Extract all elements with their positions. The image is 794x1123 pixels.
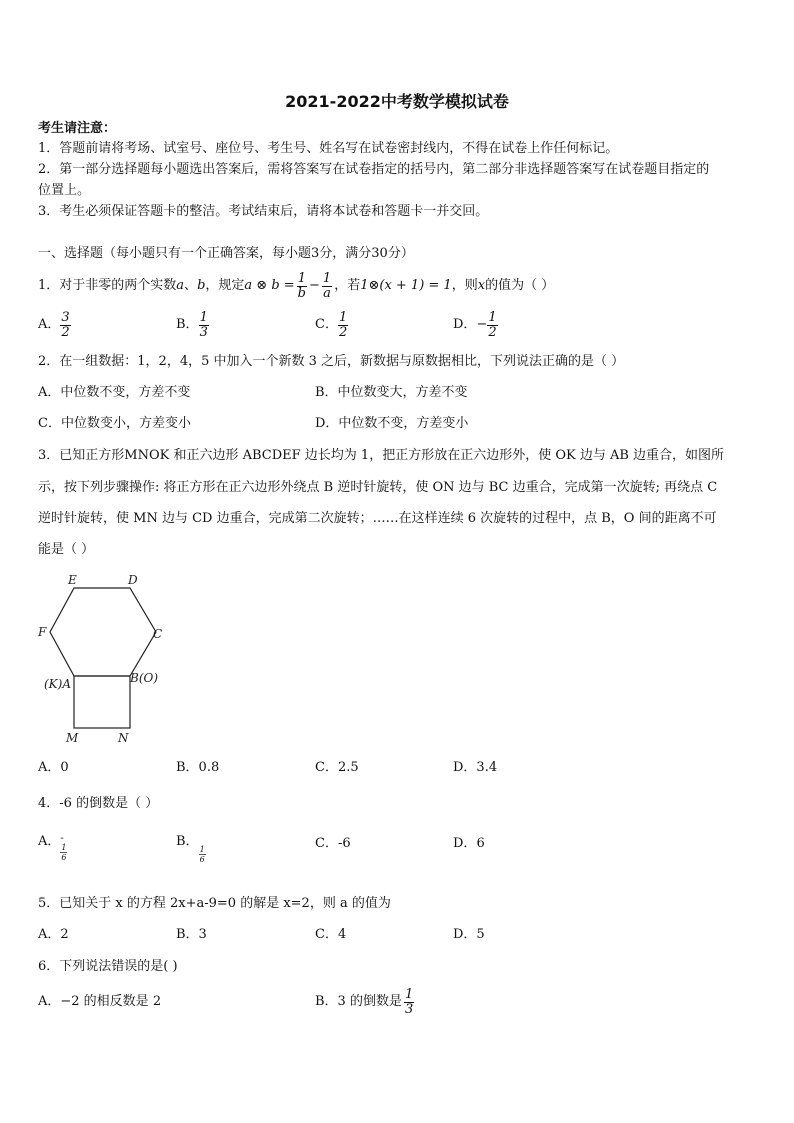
- q4-option-a-den: 6: [61, 853, 67, 862]
- label-n: N: [118, 731, 129, 745]
- label-c: C: [153, 627, 163, 641]
- section-heading: 一、选择题（每小题只有一个正确答案，每小题3分，满分30分）: [38, 246, 414, 261]
- q1-option-a-label: A．: [38, 317, 61, 332]
- q1-var-b: b: [197, 278, 206, 293]
- label-d: D: [128, 573, 138, 587]
- label-e: E: [68, 573, 77, 587]
- square-mnok: [74, 676, 130, 728]
- q4-option-a[interactable]: [38, 833, 67, 862]
- q6-option-a[interactable]: A．−2 的相反数是 2: [38, 994, 162, 1009]
- q1-fraction-1-over-a: [322, 272, 332, 301]
- q1-option-b-label: B．: [176, 317, 199, 332]
- question-2-stem: 2．在一组数据：1，2，4，5 中加入一个新数 3 之后，新数据与原数据相比，下列说法正确的是（ ）: [38, 354, 625, 369]
- q4-option-c[interactable]: [315, 835, 351, 853]
- q5-option-c[interactable]: C．4: [315, 927, 347, 942]
- label-f: F: [38, 625, 47, 639]
- q5-option-d[interactable]: D．5: [453, 927, 485, 942]
- q1-tail: 的值为（ ）: [485, 278, 555, 293]
- q1-cond-pre: ，若: [334, 278, 361, 293]
- q4-option-a-num: 1: [61, 843, 67, 852]
- q4-option-c-label: C．: [315, 836, 338, 851]
- question-6-stem: 6．下列说法错误的是( ): [38, 959, 178, 974]
- q1-option-c-fraction: [338, 311, 348, 340]
- q3-option-b[interactable]: B．0.8: [176, 760, 220, 775]
- q4-option-a-label: A．: [38, 834, 61, 849]
- q6-option-b-text: B．3 的倒数是: [315, 994, 402, 1009]
- q3-option-a[interactable]: A．0: [38, 760, 69, 775]
- question-5-stem: 5．已知关于 x 的方程 2x+a-9=0 的解是 x=2，则 a 的值为: [38, 896, 391, 911]
- q1-option-c-den: 2: [338, 324, 348, 340]
- label-b-o: B(O): [130, 671, 159, 685]
- q1-frac2-num: 1: [322, 270, 332, 286]
- question-1-stem: [38, 268, 554, 304]
- q1-option-c-num: 1: [338, 309, 348, 325]
- q1-option-d-label: D．: [453, 317, 477, 332]
- q4-option-a-fraction: [60, 843, 67, 862]
- notice-item-1: 1．答题前请将考场、试室号、座位号、考生号、姓名写在试卷密封线内，不得在试卷上作任何标记。: [38, 141, 619, 156]
- q1-option-d-fraction: [487, 311, 497, 340]
- q1-option-d-num: 1: [488, 309, 497, 325]
- notice-heading: 考生请注意：: [38, 121, 117, 136]
- q1-minus: −: [309, 278, 320, 293]
- notice-item-3: 3．考生必须保证答题卡的整洁。考试结束后，请将本试卷和答题卡一并交回。: [38, 204, 489, 219]
- notice-item-2-line1: 2．第一部分选择题每小题选出答案后，需将答案写在试卷指定的括号内，第二部分非选择题答案写在试卷题目指定的: [38, 162, 710, 177]
- q6-option-b-den: 3: [404, 1001, 414, 1017]
- hexagon-square-figure: [34, 570, 174, 748]
- q4-option-d-label: D．: [453, 836, 477, 851]
- q4-option-d-text: 6: [476, 836, 485, 851]
- q3-option-c[interactable]: C．2.5: [315, 760, 359, 775]
- q4-option-b-den: 6: [199, 855, 205, 864]
- question-3-line1: 3．已知正方形MNOK 和正六边形 ABCDEF 边长均为 1，把正方形放在正六边形外，使 OK 边与 AB 边重合，如图所: [38, 448, 725, 463]
- q1-frac2-den: a: [323, 285, 331, 301]
- q5-option-a[interactable]: A．2: [38, 927, 69, 942]
- q2-option-d[interactable]: D．中位数不变，方差变小: [315, 416, 469, 431]
- q1-option-d[interactable]: [453, 307, 498, 343]
- hexagon-abcdef: [50, 588, 156, 676]
- q1-option-a-den: 2: [61, 324, 70, 340]
- q3-option-d[interactable]: D．3.4: [453, 760, 498, 775]
- q1-option-b-num: 1: [199, 309, 208, 325]
- page-title: 2021-2022中考数学模拟试卷: [285, 92, 509, 111]
- q2-option-c[interactable]: C．中位数变小，方差变小: [38, 416, 191, 431]
- q4-option-d[interactable]: [453, 835, 485, 853]
- q1-option-d-den: 2: [488, 324, 497, 340]
- q1-option-c[interactable]: [315, 307, 348, 343]
- q4-option-b-fraction: [199, 845, 206, 864]
- q6-option-b[interactable]: [315, 984, 414, 1020]
- q1-option-d-sign: −: [476, 317, 488, 332]
- q1-option-b-fraction: [199, 311, 209, 340]
- q1-condition: 1⊗(x + 1) = 1: [360, 278, 452, 293]
- q4-option-c-text: -6: [337, 836, 351, 851]
- question-4-stem: 4．-6 的倒数是（ ）: [38, 796, 159, 811]
- q1-rule: ，规定: [205, 278, 245, 293]
- question-3-line3: 逆时针旋转，使 MN 边与 CD 边重合，完成第二次旋转；……在这样连续 6 次旋转的过程中，点 B，O 间的距离不可: [38, 511, 717, 526]
- question-3-line2: 示，按下列步骤操作: 将正方形在正六边形外绕点 B 逆时针旋转，使 ON 边与 BC 边重合，完成第一次旋转; 再绕点 C: [38, 480, 718, 495]
- label-k-a: (K)A: [44, 677, 71, 691]
- question-3-line4: 能是（ ）: [38, 542, 95, 557]
- q5-option-b[interactable]: B．3: [176, 927, 207, 942]
- notice-item-2-line2: 位置上。: [38, 183, 91, 198]
- q1-sep: 、: [184, 278, 198, 293]
- q4-option-a-value: [60, 835, 67, 862]
- q2-option-a[interactable]: A．中位数不变，方差不变: [38, 385, 191, 400]
- q6-option-b-num: 1: [404, 986, 414, 1002]
- q1-cond-post: ，则: [451, 278, 478, 293]
- q1-frac1-num: 1: [297, 270, 306, 286]
- q1-option-b[interactable]: [176, 307, 209, 343]
- q1-var-a: a: [176, 278, 185, 293]
- q4-option-b-label: B．: [176, 834, 199, 849]
- q1-option-a[interactable]: [38, 307, 71, 343]
- q1-option-a-num: 3: [61, 309, 70, 325]
- q4-option-b[interactable]: [176, 833, 206, 864]
- q2-option-b[interactable]: B．中位数变大，方差不变: [315, 385, 468, 400]
- q6-option-b-fraction: [404, 988, 414, 1017]
- q1-option-b-den: 3: [199, 324, 208, 340]
- q1-option-c-label: C．: [315, 317, 338, 332]
- q4-option-b-num: 1: [199, 845, 205, 854]
- q1-fraction-1-over-b: [297, 272, 307, 301]
- q1-frac1-den: b: [297, 285, 306, 301]
- q1-prefix: 1．对于非零的两个实数: [38, 278, 177, 293]
- q1-option-a-fraction: [60, 311, 70, 340]
- q1-var-x: x: [477, 278, 486, 293]
- q4-option-a-sign: -: [60, 833, 64, 844]
- label-m: M: [66, 731, 79, 745]
- q1-definition-lhs: a ⊗ b =: [244, 278, 295, 293]
